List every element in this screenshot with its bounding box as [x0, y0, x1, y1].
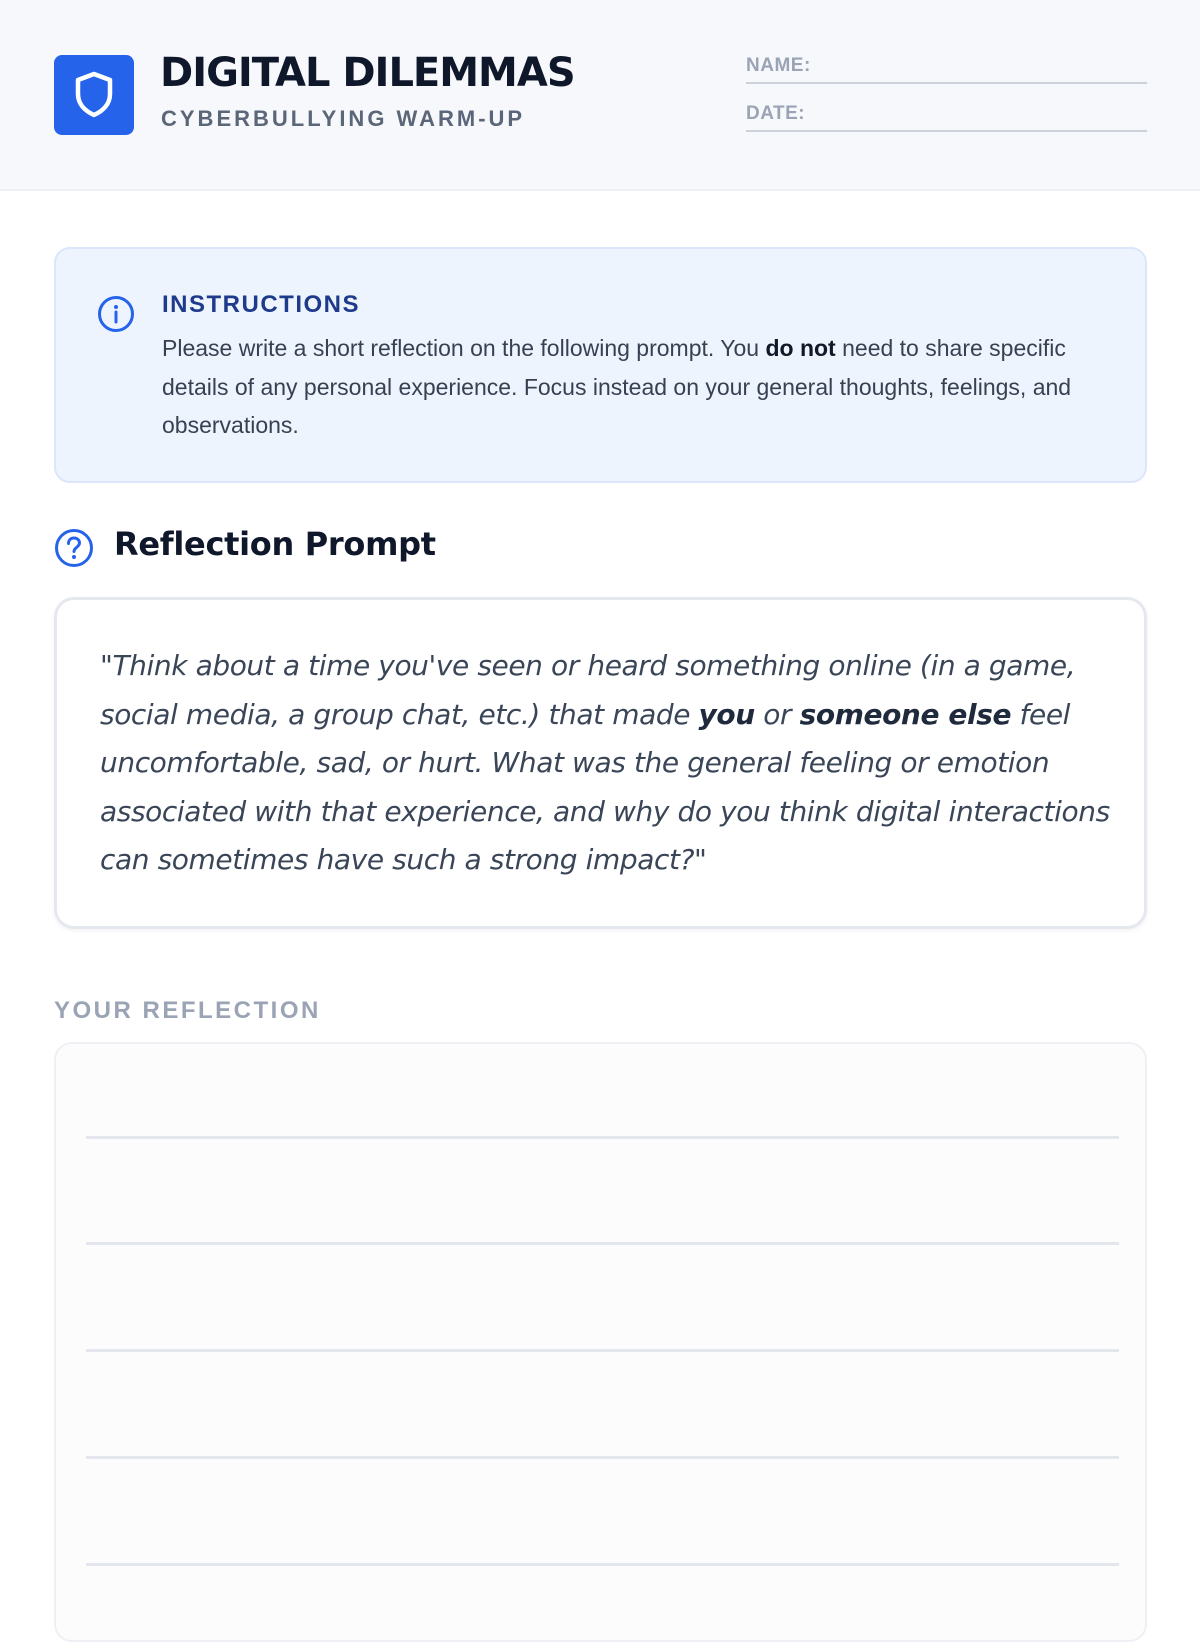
reflection-answer-area[interactable]	[54, 1042, 1147, 1642]
prompt-text-part: or	[754, 697, 800, 731]
instructions-emphasis: do not	[765, 335, 836, 361]
prompt-text	[100, 642, 1110, 885]
writing-line	[86, 1349, 1119, 1352]
instructions-panel	[54, 247, 1147, 483]
writing-line	[86, 1136, 1119, 1139]
name-field[interactable]	[746, 54, 1147, 84]
date-field[interactable]	[746, 102, 1147, 132]
writing-line	[86, 1456, 1119, 1459]
prompt-emphasis-you: you	[698, 697, 755, 731]
prompt-text-part: feel uncomfortable, sad, or hurt. What was the general feeling or emotion associated with that experience, and why do you think digital interactions can sometimes have such a strong impact?"	[100, 697, 1110, 876]
instructions-heading: INSTRUCTIONS	[162, 291, 360, 318]
worksheet-subtitle: CYBERBULLYING WARM-UP	[161, 106, 526, 131]
shield-icon	[72, 70, 116, 120]
instructions-text	[162, 329, 1112, 445]
name-label: NAME:	[746, 55, 811, 76]
worksheet-header	[0, 0, 1200, 191]
prompt-card	[54, 597, 1147, 929]
writing-line	[86, 1563, 1119, 1566]
prompt-text-part: "Think about a time you've seen or heard something online (in a game, social media, a group chat, etc.) that made	[100, 649, 1076, 731]
writing-line	[86, 1242, 1119, 1245]
question-circle-icon	[54, 528, 94, 568]
prompt-emphasis-someone-else: someone else	[799, 697, 1012, 731]
info-circle-icon	[97, 295, 135, 333]
prompt-heading: Reflection Prompt	[114, 525, 436, 563]
logo	[54, 55, 134, 135]
instructions-text-part: Please write a short reflection on the following prompt. You	[162, 335, 766, 361]
date-label: DATE:	[746, 103, 806, 124]
worksheet-title: DIGITAL DILEMMAS	[160, 50, 575, 96]
reflection-label: YOUR REFLECTION	[54, 997, 321, 1024]
instructions-text-part: need to share specific details of any personal experience. Focus instead on your general thoughts, feelings, and observations.	[162, 335, 1072, 438]
